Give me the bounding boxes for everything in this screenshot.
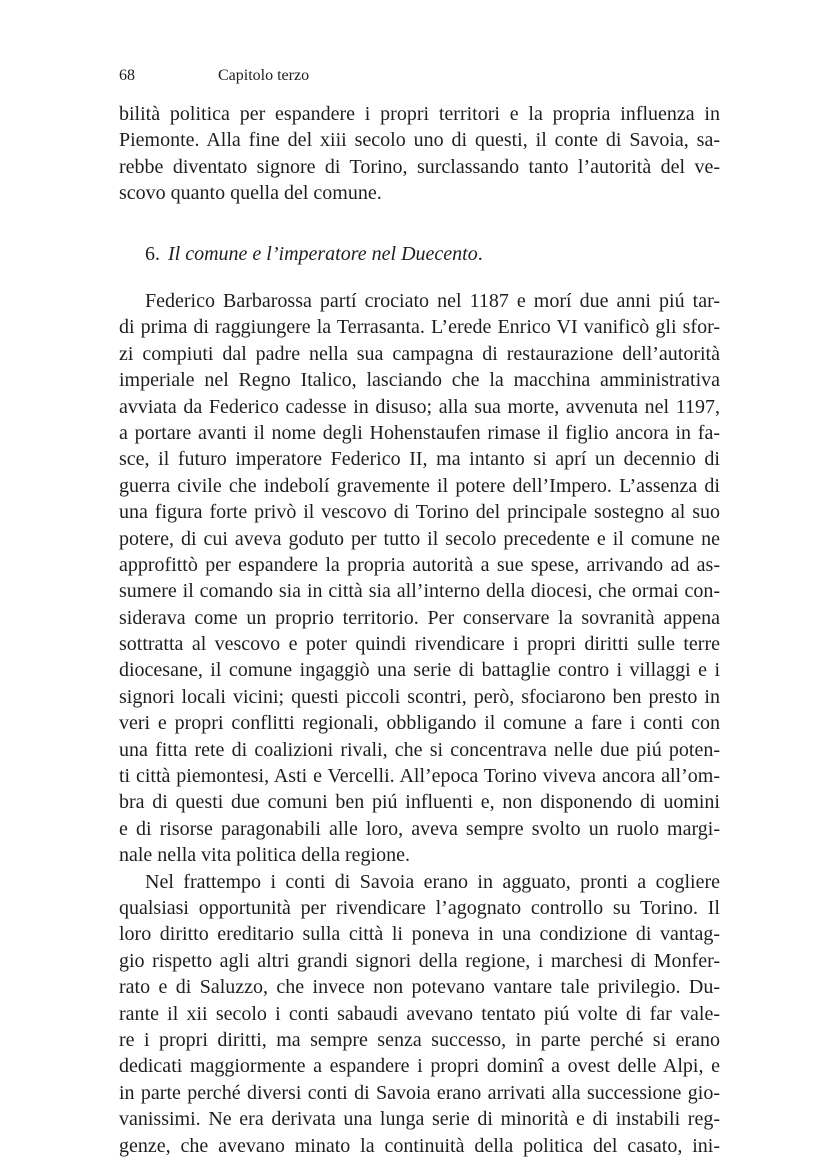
section-number: 6.	[145, 243, 160, 265]
text-line: una figura forte privò il vescovo di Torino del principale sostegno al suo	[119, 501, 720, 524]
paragraph-2	[119, 869, 720, 1159]
text-line: rebbe diventato signore di Torino, surclassando tanto l’autorità del ve-	[119, 155, 720, 178]
page-number: 68	[119, 67, 135, 84]
text-line: imperiale nel Regno Italico, lasciando che la macchina amministrativa	[119, 369, 720, 392]
text-line: avviata da Federico cadesse in disuso; alla sua morte, avvenuta nel 1197,	[119, 395, 720, 418]
section-heading	[145, 241, 483, 267]
text-line: sce, il futuro imperatore Federico II, ma intanto si aprí un decennio di	[119, 448, 720, 471]
text-line: re i propri diritti, ma sempre senza successo, in parte perché si erano	[119, 1028, 720, 1051]
text-line: guerra civile che indebolí gravemente il potere dell’Impero. L’assenza di	[119, 474, 720, 497]
section-body	[119, 288, 720, 1159]
text-line: sumere il comando sia in città sia all’interno della diocesi, che ormai con-	[119, 580, 720, 603]
text-line: Piemonte. Alla fine del xiii secolo uno di questi, il conte di Savoia, sa-	[119, 129, 720, 152]
text-line: bra di questi due comuni ben piú influenti e, non disponendo di uomini	[119, 791, 720, 814]
text-line: ti città piemontesi, Asti e Vercelli. All’epoca Torino viveva ancora all’om-	[119, 765, 720, 788]
text-line: e di risorse paragonabili alle loro, aveva sempre svolto un ruolo margi-	[119, 817, 720, 840]
text-line: diocesane, il comune ingaggiò una serie di battaglie contro i villaggi e i	[119, 659, 720, 682]
text-line: potere, di cui aveva goduto per tutto il secolo precedente e il comune ne	[119, 527, 720, 550]
text-line: scovo quanto quella del comune.	[119, 182, 382, 205]
text-line: rante il xii secolo i conti sabaudi avevano tentato piú volte di far vale-	[119, 1002, 720, 1025]
section-title: Il comune e l’imperatore nel Duecento	[168, 243, 478, 265]
text-line: Federico Barbarossa partí crociato nel 1187 e morí due anni piú tar-	[145, 290, 720, 312]
chapter-title: Capitolo terzo	[218, 67, 310, 84]
text-line: dedicati maggiormente a espandere i propri dominî a ovest delle Alpi, e	[119, 1055, 720, 1078]
text-line: approfittò per espandere la propria autorità a sue spese, arrivando ad as-	[119, 553, 720, 576]
text-line: sottratta al vescovo e poter quindi rivendicare i propri diritti sulle terre	[119, 633, 720, 656]
text-line: vanissimi. Ne era derivata una lunga serie di minorità e di instabili reg-	[119, 1108, 720, 1131]
text-line: di prima di raggiungere la Terrasanta. L’erede Enrico VI vanificò gli sfor-	[119, 316, 720, 339]
text-line: rato e di Saluzzo, che invece non potevano vantare tale privilegio. Du-	[119, 976, 720, 999]
text-line: signori locali vicini; questi piccoli scontri, però, sfociarono ben presto in	[119, 685, 720, 708]
text-line: siderava come un proprio territorio. Per conservare la sovranità appena	[119, 606, 720, 629]
text-line: una fitta rete di coalizioni rivali, che si concentrava nelle due piú poten-	[119, 738, 720, 761]
text-line: veri e propri conflitti regionali, obbligando il comune a fare i conti con	[119, 712, 720, 735]
text-line: gio rispetto agli altri grandi signori della regione, i marchesi di Monfer-	[119, 949, 720, 972]
text-line: zi compiuti dal padre nella sua campagna di restaurazione dell’autorità	[119, 342, 720, 365]
text-line: bilità politica per espandere i propri territori e la propria influenza in	[119, 103, 720, 125]
continuation-paragraph	[119, 101, 720, 207]
text-line: qualsiasi opportunità per rivendicare l’agognato controllo su Torino. Il	[119, 896, 720, 919]
paragraph-1	[119, 288, 720, 869]
text-line: nale nella vita politica della regione.	[119, 844, 410, 867]
text-line: loro diritto ereditario sulla città li poneva in una condizione di vantag-	[119, 923, 720, 946]
text-line: genze, che avevano minato la continuità della politica del casato, ini-	[119, 1134, 720, 1157]
section-title-period: .	[477, 243, 483, 265]
text-line: Nel frattempo i conti di Savoia erano in agguato, pronti a cogliere	[145, 870, 720, 893]
text-line: a portare avanti il nome degli Hohenstaufen rimase il figlio ancora in fa-	[119, 421, 720, 444]
text-line: in parte perché diversi conti di Savoia erano arrivati alla successione gio-	[119, 1081, 720, 1104]
